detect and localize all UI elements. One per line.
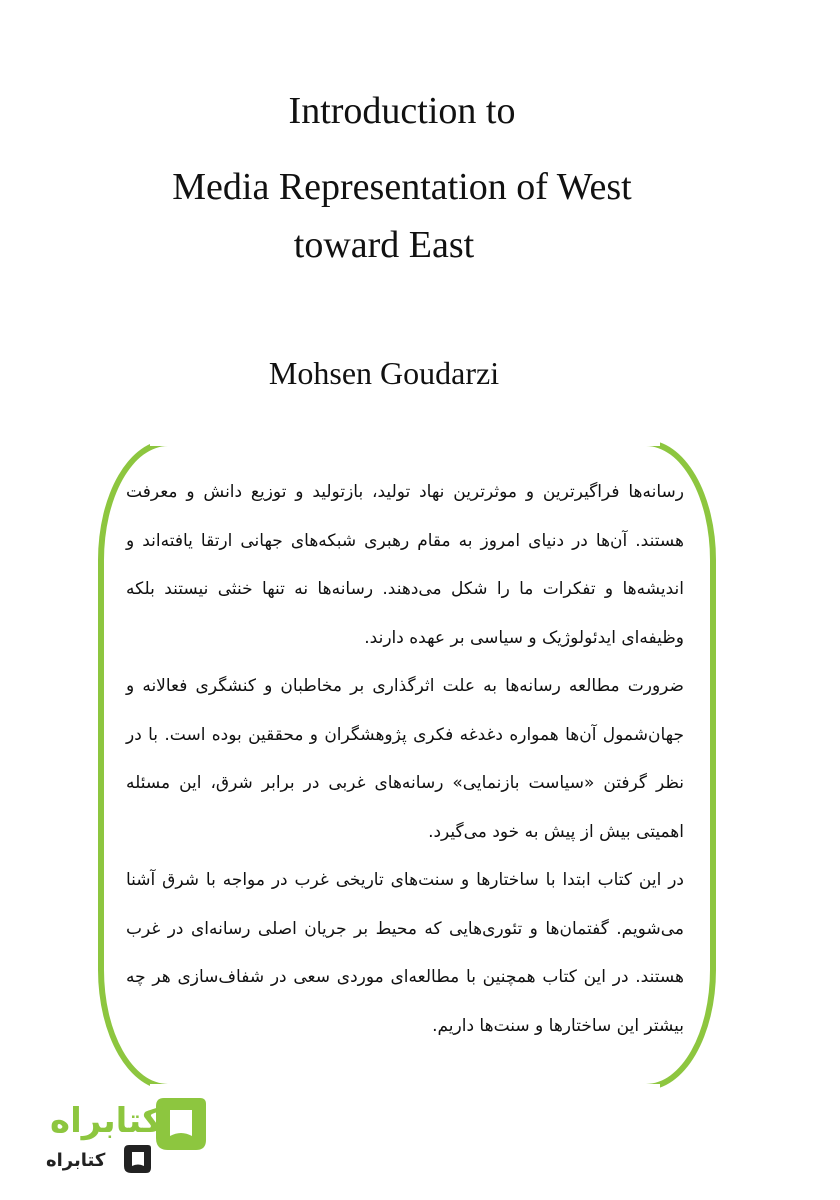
logo-text-large: کتابراه: [50, 1101, 163, 1141]
publisher-logo: [30, 1092, 220, 1192]
logo-text-small: کتابراه: [46, 1150, 106, 1171]
title-line-2: Media Representation of West: [172, 166, 632, 208]
author-name: Mohsen Goudarzi: [268, 355, 500, 391]
book-logo-small-icon: [120, 1142, 154, 1176]
summary-paragraph-1: رسانه‌ها فراگیرترین و موثرترین نهاد تولید، بازتولید و توزیع دانش و معرفت هستند. آن‌ها در دنیای امروز به مقام رهبری شبکه‌های جهانی ارتقا یافته‌اند و اندیشه‌ها و تفکرات ما را شکل می‌دهند. رسانه‌ها نه تنها خنثی نیستند بلکه وظیفه‌ای ایدئولوژیک و سیاسی بر عهده دارند.: [126, 482, 684, 648]
summary-text: [126, 468, 684, 1050]
title-line-1: Introduction to: [288, 90, 516, 132]
summary-paragraph-2: ضرورت مطالعه رسانه‌ها به علت اثرگذاری بر مخاطبان و کنشگری فعالانه و جهان‌شمول آن‌ها همواره دغدغه فکری پژوهشگران و محققین بوده است. با در نظر گرفتن «سیاست بازنمایی» رسانه‌های غربی در برابر شرق، این مسئله اهمیتی بیش از پیش به خود می‌گیرد.: [126, 676, 684, 842]
frame-gap-bottom: [150, 1084, 660, 1094]
title-line-3: toward East: [293, 224, 475, 266]
frame-gap-top: [150, 436, 660, 446]
summary-paragraph-3: در این کتاب ابتدا با ساختارها و سنت‌های تاریخی غرب در مواجه با شرق آشنا می‌شویم. گفتمان‌ها و تئوری‌هایی که محیط بر جریان اصلی رسانه‌ای در غرب هستند. در این کتاب همچنین با مطالعه‌ای موردی سعی در شفاف‌سازی هر چه بیشتر این ساختارها و سنت‌ها داریم.: [126, 870, 684, 1036]
